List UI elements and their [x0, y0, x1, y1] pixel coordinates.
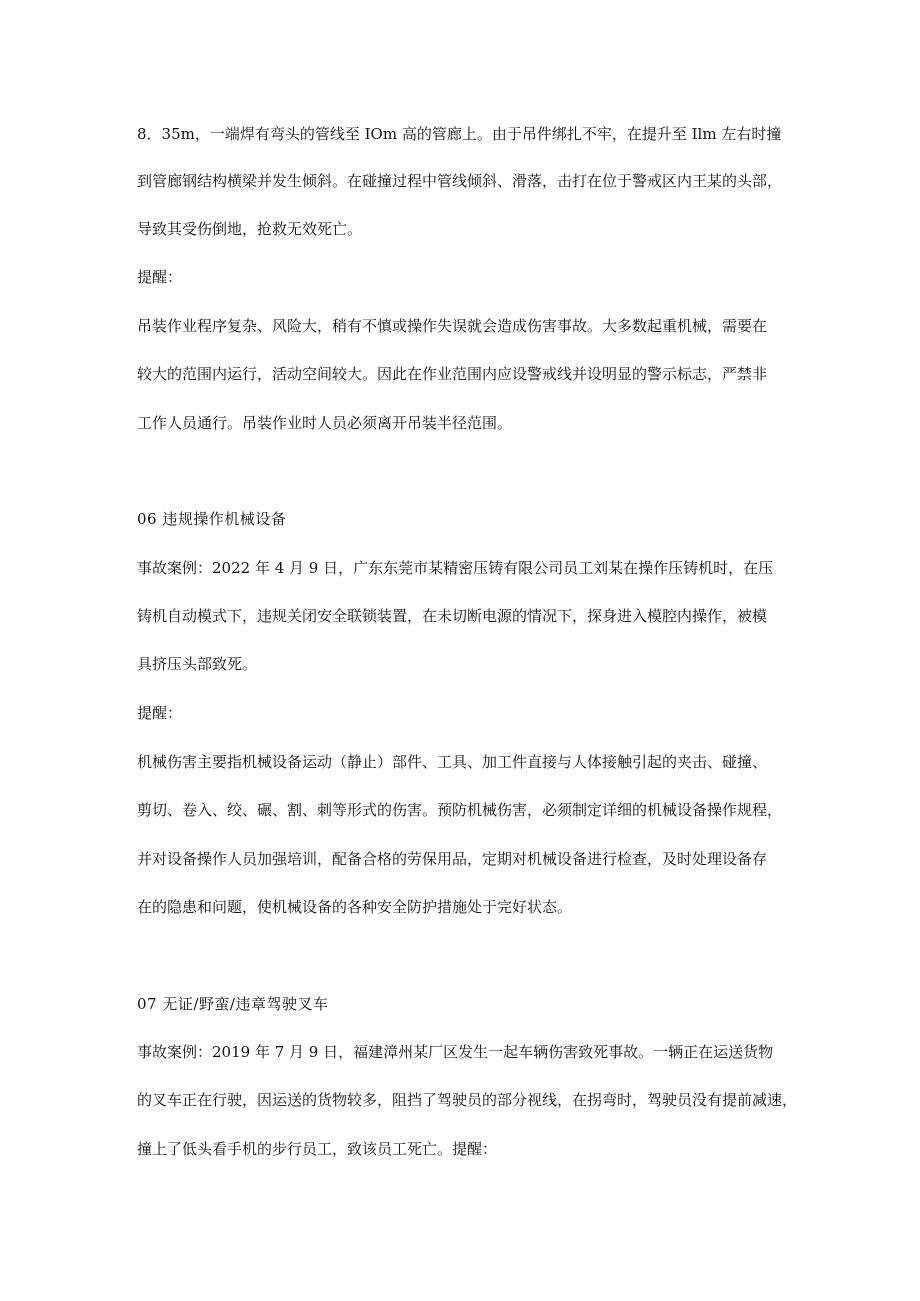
reminder-label: 提醒：: [137, 268, 183, 286]
paragraph-line: 在的隐患和问题，使机械设备的各种安全防护措施处于完好状态。: [137, 898, 573, 916]
paragraph-line: 机械伤害主要指机械设备运动（静止）部件、工具、加工件直接与人体接触引起的夹击、碰撞、: [137, 753, 768, 771]
case-line: 事故案例：2019 年 7 月 9 日，福建漳州某厂区发生一起车辆伤害致死事故。一辆正在运送货物: [137, 1043, 774, 1061]
paragraph-line: 工作人员通行。吊装作业时人员必须离开吊装半径范围。: [137, 414, 513, 432]
case-line: 的叉车正在行驶，因运送的货物较多，阻挡了驾驶员的部分视线，在拐弯时，驾驶员没有提前减速，: [137, 1091, 798, 1109]
section-heading: 07 无证/野蛮/违章驾驶叉车: [137, 995, 329, 1013]
paragraph-line: 到管廊钢结构横梁并发生倾斜。在碰撞过程中管线倾斜、滑落，击打在位于警戒区内王某的头部，: [137, 172, 783, 190]
case-line: 事故案例：2022 年 4 月 9 日，广东东莞市某精密压铸有限公司员工刘某在操作压铸机时，在压: [137, 559, 774, 577]
reminder-label: 提醒：: [137, 704, 183, 722]
case-line: 撞上了低头看手机的步行员工，致该员工死亡。提醒：: [137, 1140, 498, 1158]
paragraph-line: 吊装作业程序复杂、风险大，稍有不慎或操作失误就会造成伤害事故。大多数起重机械，需要在: [137, 317, 768, 335]
paragraph-line: 导致其受伤倒地，抢救无效死亡。: [137, 220, 363, 238]
paragraph-line: 较大的范围内运行，活动空间较大。因此在作业范围内应设警戒线并设明显的警示标志，严禁非: [137, 365, 768, 383]
paragraph-line: 剪切、卷入、绞、碾、割、刺等形式的伤害。预防机械伤害，必须制定详细的机械设备操作规程，: [137, 801, 783, 819]
section-heading: 06 违规操作机械设备: [137, 510, 287, 528]
case-line: 具挤压头部致死。: [137, 655, 258, 673]
paragraph-line: 并对设备操作人员加强培训，配备合格的劳保用品，定期对机械设备进行检查，及时处理设备存: [137, 850, 768, 868]
case-line: 铸机自动模式下，违规关闭安全联锁装置，在未切断电源的情况下，探身进入模腔内操作，被模: [137, 607, 768, 625]
paragraph-line: 8．35m，一端焊有弯头的管线至 IOm 高的管廊上。由于吊件绑扎不牢，在提升至 Ilm 左右时撞: [137, 125, 782, 143]
